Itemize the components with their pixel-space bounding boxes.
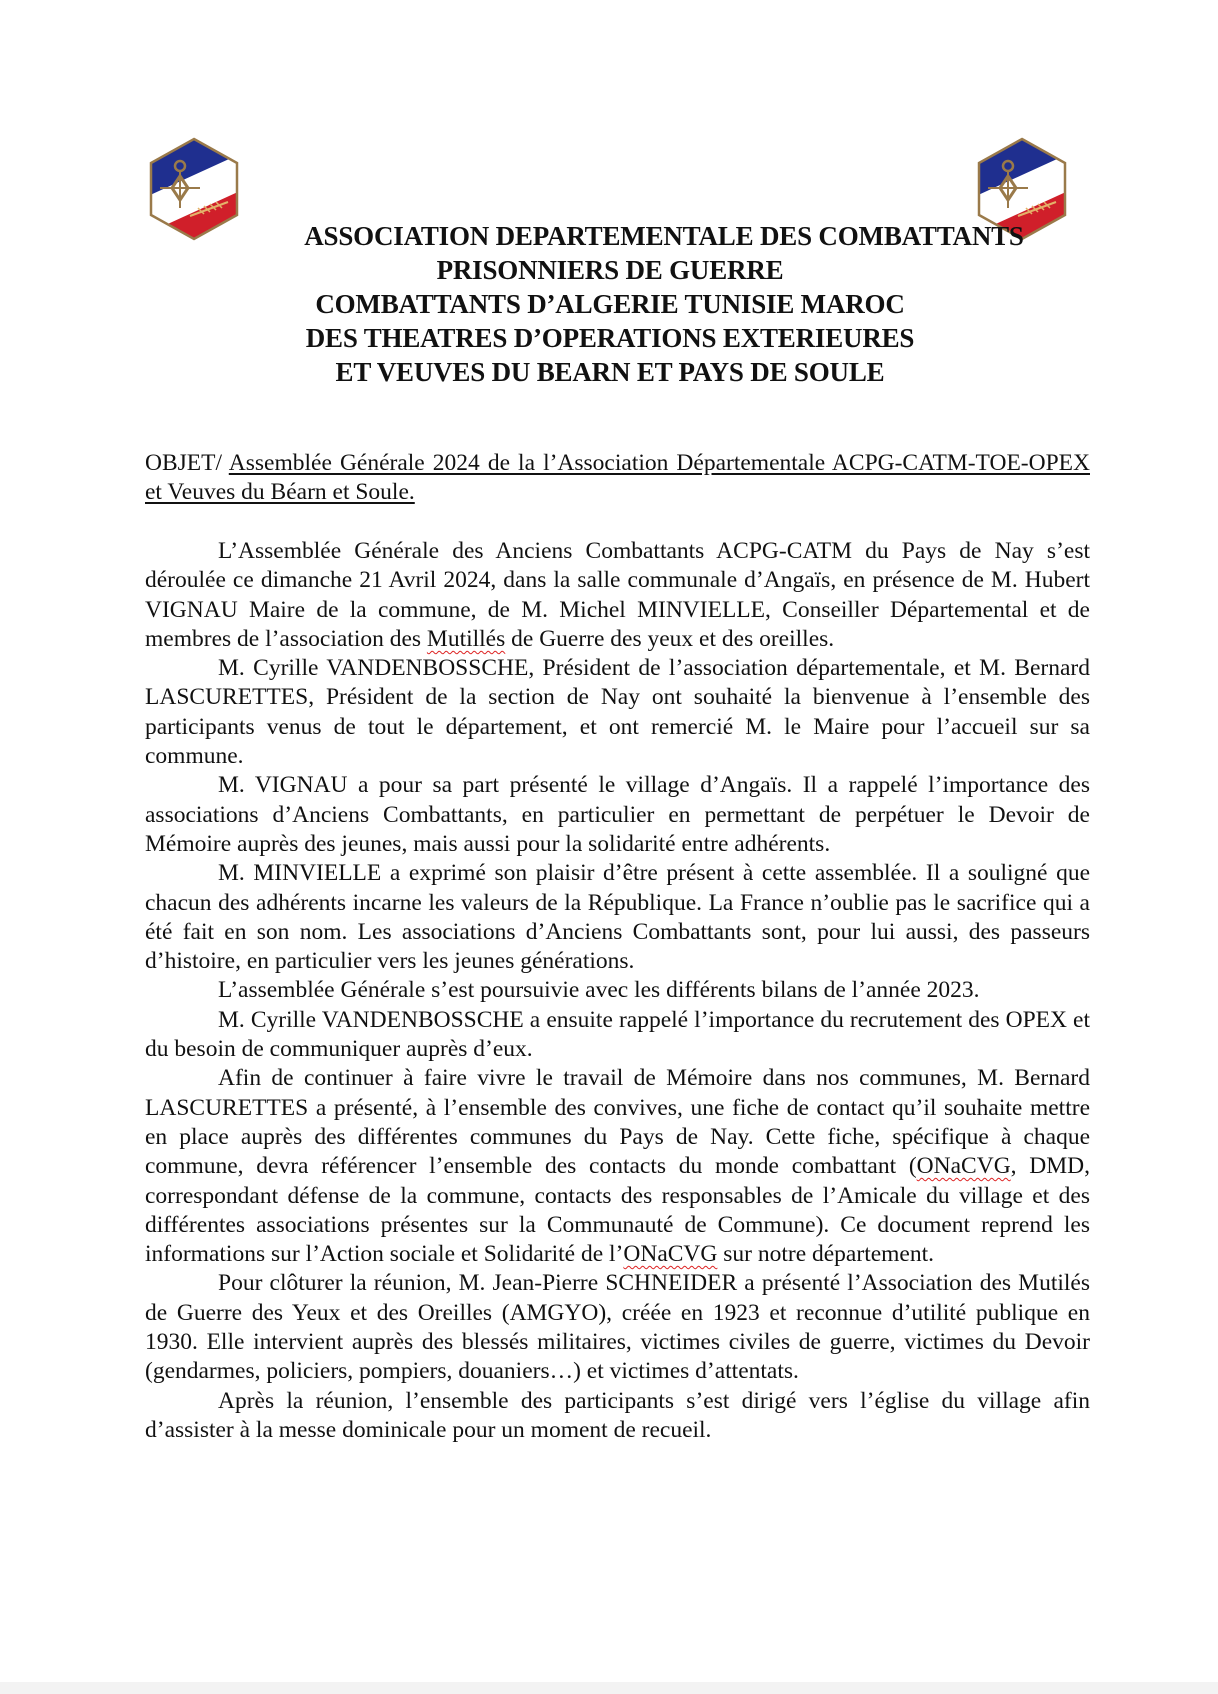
text-run: Afin de continuer à faire vivre le travail de Mémoire dans nos communes, M. Bernard LASCURETTES a présenté, à l’ensemble des convives, une fiche de contact qu’il souhaite mettre en place auprès des différentes communes du Pays de Nay. Cette fiche, spécifique à chaque commune, devra référencer l’ensemble des contacts du monde combattant ( <box>145 1065 1090 1180</box>
paragraph: Pour clôturer la réunion, M. Jean-Pierre SCHNEIDER a présenté l’Association des Mutilés de Guerre des Yeux et des Oreilles (AMGYO), créée en 1923 et reconnue d’utilité publique en 1930. Elle intervient auprès des blessés militaires, victimes civiles de guerre, victimes du Devoir (gendarmes, policiers, pompiers, douaniers…) et victimes d’attentats. <box>145 1270 1090 1385</box>
subject-label: OBJET/ <box>145 450 229 476</box>
title-line: DES THEATRES D’OPERATIONS EXTERIEURES <box>305 323 915 353</box>
text-run: sur notre département. <box>717 1241 935 1268</box>
paragraph <box>145 537 1090 654</box>
title-line: ASSOCIATION DEPARTEMENTALE DES COMBATTANTS <box>304 221 1024 251</box>
paragraph: M. Cyrille VANDENBOSSCHE, Président de l’association départementale, et M. Bernard LASCURETTES, Président de la section de Nay ont souhaité la bienvenue à l’ensemble des participants venus de tout le département, et ont remercié M. le Maire pour l’accueil sur sa commune. <box>145 655 1090 770</box>
paragraph: M. MINVIELLE a exprimé son plaisir d’être présent à cette assemblée. Il a souligné que chacun des adhérents incarne les valeurs de la République. La France n’oublie pas le sacrifice qui a été fait en son nom. Les associations d’Anciens Combattants sont, pour lui aussi, des passeurs d’histoire, en particulier vers les jeunes générations. <box>145 860 1090 975</box>
paragraph: L’assemblée Générale s’est poursuivie avec les différents bilans de l’année 2023. <box>218 977 980 1004</box>
spellcheck-flagged-word[interactable]: ONaCVG <box>623 1241 718 1268</box>
title-line: COMBATTANTS D’ALGERIE TUNISIE MAROC <box>315 289 905 319</box>
document-body <box>145 537 1090 1445</box>
title-line: PRISONNIERS DE GUERRE <box>436 255 784 285</box>
text-run: L’Assemblée Générale des Anciens Combattants ACPG-CATM du Pays de Nay s’est déroulée ce dimanche 21 Avril 2024, dans la salle communale d’Angaïs, en présence de M. Hubert VIGNAU Maire de la commune, de M. Michel MINVIELLE, Conseiller Départemental et de membres de l’association des <box>145 538 1090 652</box>
subject-line <box>145 449 1090 508</box>
text-run: , DMD, correspondant défense de la commune, contacts des responsables de l’Amicale du village et des différentes associations présentes sur la Communauté de Commune). Ce document reprend les informations sur l’Action sociale et Solidarité de l’ <box>145 1153 1090 1268</box>
subject-text: Assemblée Générale 2024 de la l’Association Départementale ACPG-CATM-TOE-OPEX et Veuves du Béarn et Soule. <box>145 450 1090 506</box>
paragraph: Après la réunion, l’ensemble des participants s’est dirigé vers l’église du village afin d’assister à la messe dominicale pour un moment de recueil. <box>145 1387 1090 1443</box>
paragraph: M. VIGNAU a pour sa part présenté le village d’Angaïs. Il a rappelé l’importance des associations d’Anciens Combattants, en particulier en permettant de perpétuer le Devoir de Mémoire auprès des jeunes, mais aussi pour la solidarité entre adhérents. <box>145 772 1090 857</box>
paragraph: M. Cyrille VANDENBOSSCHE a ensuite rappelé l’importance du recrutement des OPEX et du besoin de communiquer auprès d’eux. <box>145 1006 1090 1063</box>
document-title <box>140 219 1080 389</box>
text-run: de Guerre des yeux et des oreilles. <box>505 625 835 652</box>
spellcheck-flagged-word[interactable]: Mutillés <box>426 625 506 652</box>
spellcheck-flagged-word[interactable]: ONaCVG <box>916 1153 1011 1180</box>
paragraph <box>145 1064 1090 1269</box>
title-line: ET VEUVES DU BEARN ET PAYS DE SOULE <box>335 357 885 387</box>
